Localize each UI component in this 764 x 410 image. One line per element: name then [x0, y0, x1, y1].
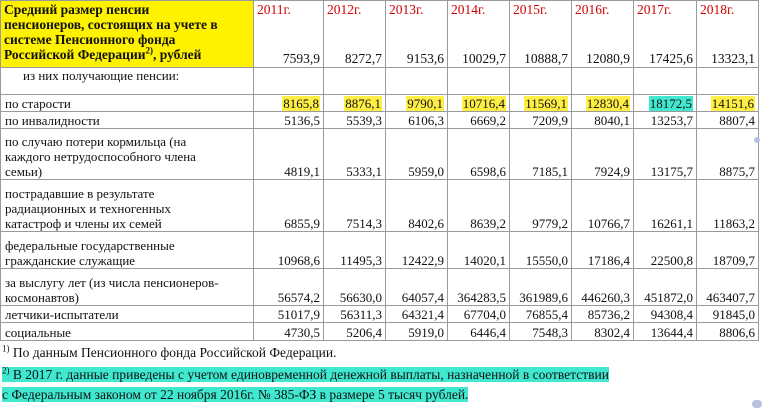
value-cell: 6855,9 — [254, 180, 324, 232]
value-cell: 7924,9 — [572, 129, 634, 180]
row-label: по старости — [1, 95, 254, 112]
value-cell: 11569,1 — [510, 95, 572, 112]
value-cell: 64321,4 — [386, 306, 448, 323]
value-cell: 8876,1 — [324, 95, 386, 112]
value-cell: 451872,0 — [634, 269, 697, 306]
year-header: 2017г. 17425,6 — [634, 1, 697, 68]
value-cell: 8807,4 — [697, 112, 759, 129]
value-cell: 51017,9 — [254, 306, 324, 323]
value-cell: 13253,7 — [634, 112, 697, 129]
value-cell: 7548,3 — [510, 323, 572, 341]
value-cell: 6598,6 — [448, 129, 510, 180]
table-row — [1, 95, 759, 112]
value-cell: 14020,1 — [448, 232, 510, 269]
table-row — [1, 180, 759, 232]
year-header: 2013г. 9153,6 — [386, 1, 448, 68]
value-cell: 67704,0 — [448, 306, 510, 323]
table-row — [1, 323, 759, 341]
value-cell: 6106,3 — [386, 112, 448, 129]
value-cell: 22500,8 — [634, 232, 697, 269]
value-cell: 91845,0 — [697, 306, 759, 323]
row-label: по случаю потери кормильца (на каждого нетрудоспособного члена семьи) — [1, 129, 254, 180]
value-cell: 15550,0 — [510, 232, 572, 269]
table-row — [1, 112, 759, 129]
value-cell: 463407,7 — [697, 269, 759, 306]
value-cell: 13175,7 — [634, 129, 697, 180]
value-cell: 56574,2 — [254, 269, 324, 306]
value-cell: 5136,5 — [254, 112, 324, 129]
year-header: 2011г. 7593,9 — [254, 1, 324, 68]
value-cell: 56311,3 — [324, 306, 386, 323]
value-cell: 5539,3 — [324, 112, 386, 129]
table-row — [1, 129, 759, 180]
value-cell: 18172,5 — [634, 95, 697, 112]
row-label: летчики-испытатели — [1, 306, 254, 323]
table-row — [1, 269, 759, 306]
year-header: 2018г. 13323,1 — [697, 1, 759, 68]
value-cell: 8402,6 — [386, 180, 448, 232]
year-header: 2015г. 10888,7 — [510, 1, 572, 68]
value-cell: 7209,9 — [510, 112, 572, 129]
scroll-indicator[interactable] — [754, 137, 760, 143]
subheader-row — [1, 68, 759, 95]
value-cell: 7514,3 — [324, 180, 386, 232]
value-cell: 10968,6 — [254, 232, 324, 269]
value-cell: 11495,3 — [324, 232, 386, 269]
year-header: 2014г. 10029,7 — [448, 1, 510, 68]
row-label: федеральные государственные гражданские служащие — [1, 232, 254, 269]
value-cell: 76855,4 — [510, 306, 572, 323]
value-cell: 4730,5 — [254, 323, 324, 341]
footnote-2: $^{2)}$ В 2017 г. данные приведены с учетом единовременной денежной выплаты, назначенной в соответствии с Федеральным законом от 22 ноября 2016г. № 385-ФЗ в размере 5 тысяч рублей. — [2, 365, 609, 402]
value-cell: 8165,8 — [254, 95, 324, 112]
value-cell: 8040,1 — [572, 112, 634, 129]
value-cell: 12830,4 — [572, 95, 634, 112]
table-title: Средний размер пенсии пенсионеров, состоящих на учете в системе Пенсионного фонда Российской Федерации$^{2)}$, рублей — [1, 1, 254, 68]
value-cell: 11863,2 — [697, 180, 759, 232]
corner-indicator — [752, 400, 762, 408]
year-header: 2012г. 8272,7 — [324, 1, 386, 68]
table-row — [1, 306, 759, 323]
value-cell: 8875,7 — [697, 129, 759, 180]
value-cell: 5333,1 — [324, 129, 386, 180]
value-cell: 85736,2 — [572, 306, 634, 323]
value-cell: 10716,4 — [448, 95, 510, 112]
value-cell: 5206,4 — [324, 323, 386, 341]
value-cell: 9779,2 — [510, 180, 572, 232]
footnotes — [0, 345, 758, 405]
value-cell: 64057,4 — [386, 269, 448, 306]
value-cell: 6669,2 — [448, 112, 510, 129]
value-cell: 7185,1 — [510, 129, 572, 180]
year-header: 2016г. 12080,9 — [572, 1, 634, 68]
table-row — [1, 232, 759, 269]
value-cell: 364283,5 — [448, 269, 510, 306]
row-label: социальные — [1, 323, 254, 341]
value-cell: 361989,6 — [510, 269, 572, 306]
row-label: по инвалидности — [1, 112, 254, 129]
value-cell: 9790,1 — [386, 95, 448, 112]
value-cell: 8302,4 — [572, 323, 634, 341]
value-cell: 94308,4 — [634, 306, 697, 323]
value-cell: 6446,4 — [448, 323, 510, 341]
value-cell: 14151,6 — [697, 95, 759, 112]
row-label: пострадавшие в результате радиационных и техногенных катастроф и члены их семей — [1, 180, 254, 232]
value-cell: 13644,4 — [634, 323, 697, 341]
value-cell: 10766,7 — [572, 180, 634, 232]
value-cell: 5959,0 — [386, 129, 448, 180]
value-cell: 8806,6 — [697, 323, 759, 341]
header-row — [1, 1, 759, 68]
value-cell: 8639,2 — [448, 180, 510, 232]
value-cell: 446260,3 — [572, 269, 634, 306]
subheader-label: из них получающие пенсии: — [1, 68, 254, 95]
value-cell: 17186,4 — [572, 232, 634, 269]
value-cell: 4819,1 — [254, 129, 324, 180]
footnote-1: $^{1)}$ По данным Пенсионного фонда Российской Федерации. — [2, 343, 337, 360]
value-cell: 56630,0 — [324, 269, 386, 306]
value-cell: 18709,7 — [697, 232, 759, 269]
value-cell: 5919,0 — [386, 323, 448, 341]
row-label: за выслугу лет (из числа пенсионеров- космонавтов) — [1, 269, 254, 306]
value-cell: 12422,9 — [386, 232, 448, 269]
value-cell: 16261,1 — [634, 180, 697, 232]
